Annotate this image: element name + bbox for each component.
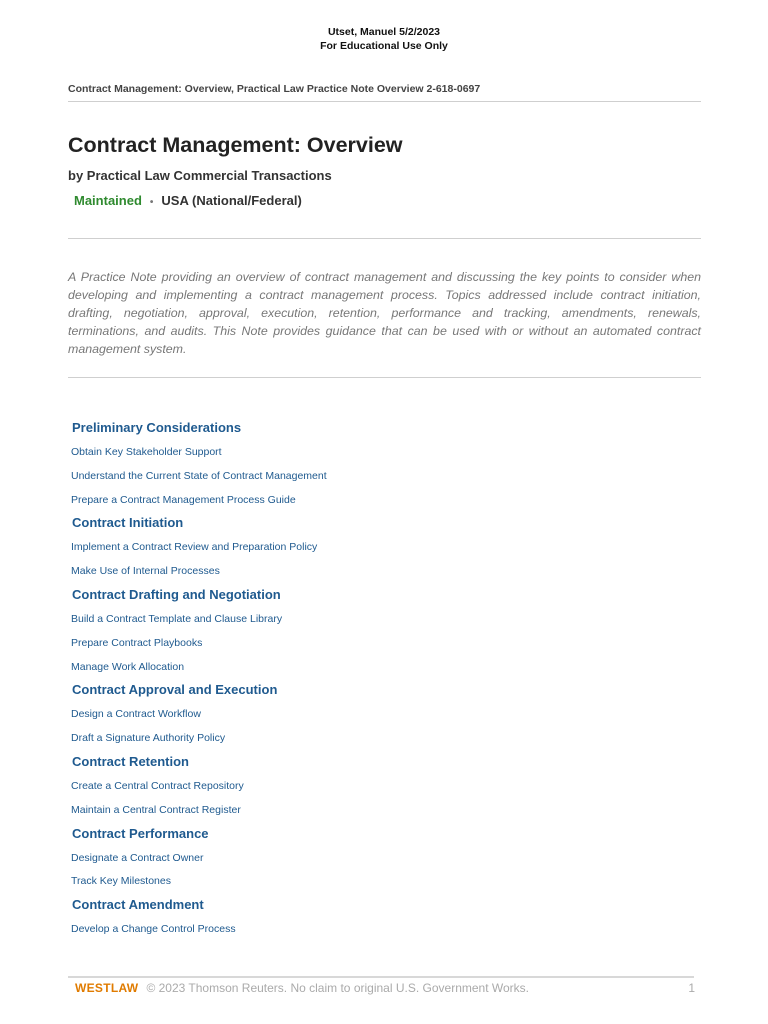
divider	[68, 377, 701, 378]
toc-section-heading[interactable]: Contract Drafting and Negotiation	[72, 586, 281, 602]
toc-section-heading[interactable]: Preliminary Considerations	[72, 420, 242, 435]
toc-link[interactable]: Maintain a Central Contract Register	[71, 803, 241, 816]
toc-link[interactable]: Build a Contract Template and Clause Library	[71, 612, 283, 625]
westlaw-logo: WESTLAW	[75, 981, 139, 995]
usage-notice: For Educational Use Only	[320, 40, 448, 52]
separator-dot: •	[149, 197, 154, 208]
citation-line: Contract Management: Overview, Practical Law Practice Note Overview 2-618-0697	[68, 83, 481, 95]
toc-link[interactable]: Prepare Contract Playbooks	[71, 636, 203, 649]
divider	[68, 238, 701, 239]
footer	[75, 981, 695, 995]
toc-link[interactable]: Understand the Current State of Contract Management	[71, 469, 327, 482]
toc-link[interactable]: Draft a Signature Authority Policy	[71, 732, 226, 745]
document-header	[0, 25, 768, 53]
table-of-contents	[71, 418, 327, 943]
toc-link[interactable]: Track Key Milestones	[71, 875, 171, 888]
page-title: Contract Management: Overview	[68, 133, 403, 157]
toc-link[interactable]: Manage Work Allocation	[71, 660, 185, 673]
toc-link[interactable]: Develop a Change Control Process	[71, 923, 236, 936]
divider	[68, 101, 701, 102]
toc-link[interactable]: Obtain Key Stakeholder Support	[71, 446, 222, 458]
toc-link[interactable]: Design a Contract Workflow	[71, 708, 201, 721]
toc-section-heading[interactable]: Contract Initiation	[72, 515, 184, 531]
toc-link[interactable]: Designate a Contract Owner	[71, 851, 204, 864]
copyright-notice: © 2023 Thomson Reuters. No claim to original U.S. Government Works.	[146, 981, 529, 995]
toc-section-heading[interactable]: Contract Amendment	[72, 897, 204, 913]
byline: by Practical Law Commercial Transactions	[68, 168, 332, 183]
toc-section-heading[interactable]: Contract Approval and Execution	[72, 682, 278, 698]
toc-link[interactable]: Make Use of Internal Processes	[71, 565, 220, 578]
user-date-line: Utset, Manuel 5/2/2023	[327, 26, 441, 38]
maintained-status-badge: Maintained	[74, 193, 142, 208]
toc-section-heading[interactable]: Contract Performance	[72, 825, 209, 841]
footer-divider	[68, 976, 694, 978]
toc-link[interactable]: Implement a Contract Review and Preparation Policy	[71, 541, 318, 554]
page-number: 1	[688, 981, 695, 995]
toc-link[interactable]: Prepare a Contract Management Process Guide	[71, 493, 296, 506]
toc-section-heading[interactable]: Contract Retention	[72, 753, 189, 769]
jurisdiction-label: USA (National/Federal)	[161, 193, 302, 208]
status-row	[74, 193, 302, 208]
toc-link[interactable]: Create a Central Contract Repository	[71, 779, 244, 792]
abstract: A Practice Note providing an overview of contract management and discussing the key points to consider when developing and implementing a contract management process. Topics addressed include contract initiation, drafting, negotiation, approval, execution, retention, performance and tracking, amendments, renewals, terminations, and audits. This Note provides guidance that can be used with or without an automated contract management system.	[68, 270, 701, 356]
